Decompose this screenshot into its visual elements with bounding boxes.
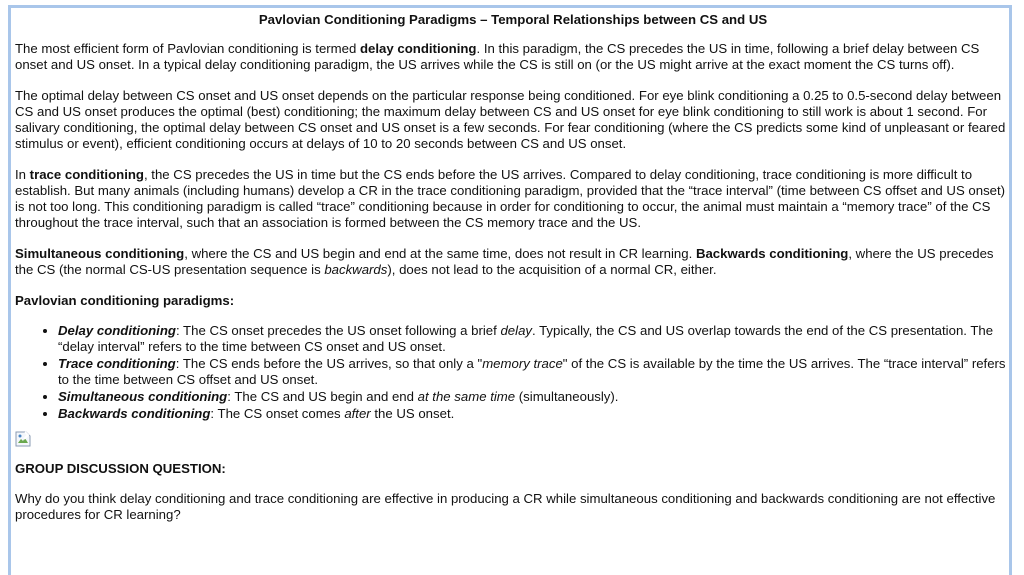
text-run: " of the CS is available by the time the US arrives. The “trace interval” refers to the time between CS offset and US onset. (58, 356, 1006, 387)
text-run: : The CS onset comes (210, 406, 345, 421)
paragraph-delay-conditioning (15, 41, 1011, 73)
text-run: , where the US precedes the CS (the normal CS-US presentation sequence is (15, 246, 994, 277)
list-item-term: Trace conditioning (58, 356, 176, 371)
text-run: ), does not lead to the acquisition of a normal CR, either. (387, 262, 717, 277)
list-item-emphasis: after (344, 406, 371, 421)
text-run: : The CS and US begin and end (227, 389, 418, 404)
text-run: , where the CS and US begin and end at the same time, does not result in CR learning. (184, 246, 696, 261)
paragraph-simultaneous-backwards (15, 246, 1011, 278)
list-item-emphasis: at the same time (417, 389, 516, 404)
term-delay-conditioning: delay conditioning (360, 41, 477, 56)
list-item-term: Simultaneous conditioning (58, 389, 228, 404)
text-run: In (15, 167, 30, 182)
paragraph-optimal-delay: The optimal delay between CS onset and US onset depends on the particular response being conditioned. For eye blink conditioning a 0.25 to 0.5-second delay between CS and US onset produces the optimal (best) conditioning; the maximum delay between CS and US onset for eye blink conditioning to still work is about 1 second. For salivary conditioning, the optimal delay between CS onset and US onset is a few seconds. For fear conditioning (where the CS predicts some kind of unpleasant or feared stimulus or event), efficient conditioning occurs at delays of 10 to 20 seconds between CS and US onset. (15, 88, 1006, 151)
text-run: : The CS onset precedes the US onset following a brief (175, 323, 501, 338)
paradigm-list (15, 323, 1011, 422)
text-run: (simultaneously). (515, 389, 619, 404)
document-body (15, 12, 1011, 538)
paragraph-trace-conditioning (15, 167, 1011, 231)
term-simultaneous-conditioning: Simultaneous conditioning (15, 246, 185, 261)
text-run: . Typically, the CS and US overlap towards the end of the CS presentation. The “delay interval” refers to the time between CS onset and US onset. (58, 323, 994, 354)
list-item (58, 406, 1011, 422)
discussion-question: Why do you think delay conditioning and trace conditioning are effective in producing a CR while simultaneous conditioning and backwards conditioning are not effective procedures for CR learning? (15, 491, 996, 522)
page-title: Pavlovian Conditioning Paradigms – Temporal Relationships between CS and US (258, 12, 768, 27)
text-run: The most efficient form of Pavlovian conditioning is termed (15, 41, 360, 56)
list-item (58, 323, 1011, 355)
text-run: the US onset. (370, 406, 455, 421)
list-item (58, 389, 1011, 405)
term-backwards-conditioning: Backwards conditioning (695, 246, 849, 261)
text-run: , the CS precedes the US in time but the CS ends before the US arrives. Compared to delay conditioning, trace conditioning is more difficult to establish. But many animals (including humans) develop a CR in the trace conditioning paradigm, provided that the “trace interval” (time between CS offset and US onset) is not too long. This conditioning paradigm is called “trace” conditioning because in order for conditioning to occur, the animal must maintain a “memory trace” of the CS throughout the trace interval, such that an association is formed between the CS memory trace and the US. (15, 167, 1006, 230)
term-trace-conditioning: trace conditioning (29, 167, 144, 182)
list-item-term: Backwards conditioning (58, 406, 211, 421)
list-item-emphasis: memory trace (482, 356, 563, 371)
text-run: : The CS ends before the US arrives, so that only a " (175, 356, 483, 371)
document-frame (8, 5, 1012, 575)
text-run: . In this paradigm, the CS precedes the US in time, following a brief delay between CS onset and US onset. In a typical delay conditioning paradigm, the US arrives while the CS is still on (or the US might arrive at the exact moment the CS turns off). (15, 41, 980, 72)
list-item-term: Delay conditioning (58, 323, 176, 338)
paradigms-heading: Pavlovian conditioning paradigms: (15, 293, 235, 308)
discussion-heading: GROUP DISCUSSION QUESTION: (15, 461, 226, 476)
list-item-emphasis: delay (500, 323, 532, 338)
broken-image-icon (15, 431, 31, 447)
list-item (58, 356, 1011, 388)
emphasis-backwards: backwards (324, 262, 388, 277)
